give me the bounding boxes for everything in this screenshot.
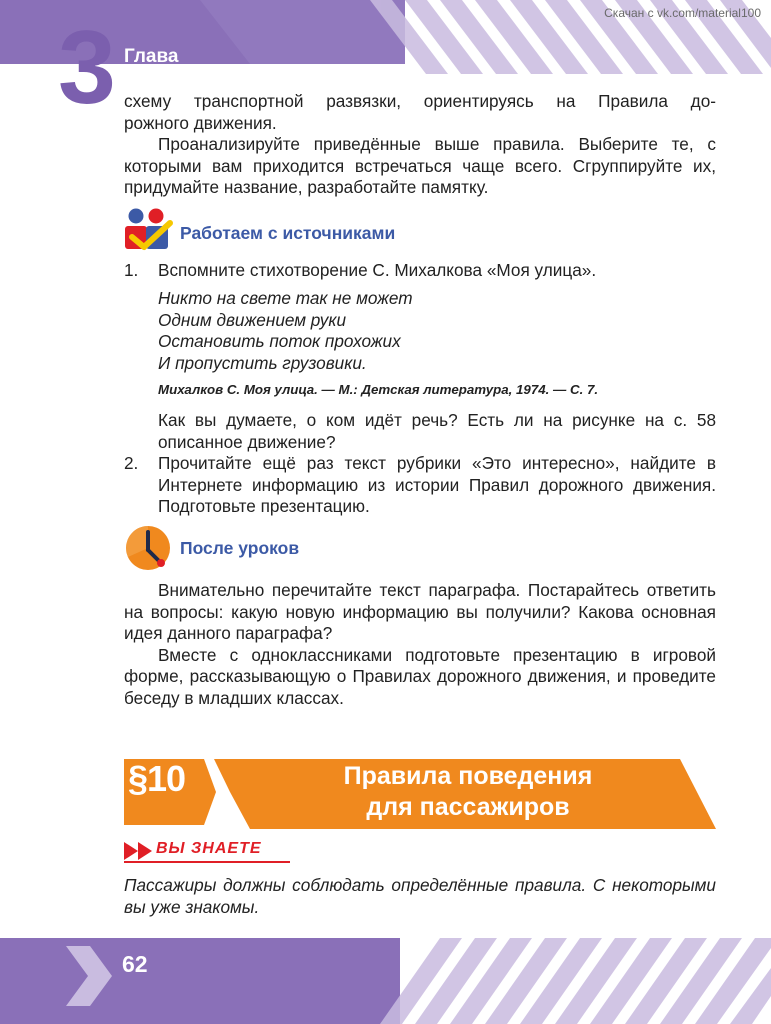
poem-line: Одним движением руки xyxy=(158,309,347,330)
you-know-label: ВЫ ЗНАЕТЕ xyxy=(156,840,262,857)
sources-title: Работаем с источниками xyxy=(180,223,396,243)
intro-paragraph: Проанализируйте приведённые выше правила. Выберите те, с которыми вам приходится встречаться чаще всего. Сгруппируйте их, придумайте название, разработайте памятку. xyxy=(124,134,716,197)
poem-line: И пропустить грузовики. xyxy=(158,352,367,373)
watermark: Скачан с vk.com/material100 xyxy=(604,6,761,20)
you-know-text: Пассажиры должны соблюдать определённые правила. С некоторыми вы уже знакомы. xyxy=(124,875,716,917)
poem-citation: Михалков С. Моя улица. — М.: Детская литература, 1974. — С. 7. xyxy=(158,382,599,397)
after-lessons-block xyxy=(124,580,716,709)
intro-block xyxy=(124,91,716,199)
chapter-label: Глава xyxy=(124,46,179,67)
poem-line: Никто на свете так не может xyxy=(158,288,413,308)
poem-quote xyxy=(158,288,698,374)
item-1-question-text: Как вы думаете, о ком идёт речь? Есть ли на рисунке на с. 58 описанное движение? xyxy=(158,410,716,452)
clock-icon xyxy=(124,524,172,572)
item-1-question xyxy=(158,410,716,453)
item-2-number: 2. xyxy=(124,453,139,473)
item-1-number: 1. xyxy=(124,260,139,280)
you-know-underline xyxy=(124,861,290,863)
after-lessons-title: После уроков xyxy=(180,538,300,558)
poem-line: Остановить поток прохожих xyxy=(158,331,401,351)
paragraph-title xyxy=(218,761,718,823)
paragraph-symbol: § xyxy=(128,758,148,799)
page-number: 62 xyxy=(122,951,148,977)
item-1-text: Вспомните стихотворение С. Михалкова «Моя улица». xyxy=(158,260,597,280)
after-paragraph-2: Вместе с одноклассниками подготовьте презентацию в игровой форме, рассказывающую о Правилах дорожного движения, и проведите беседу в младших классах. xyxy=(124,644,716,708)
people-check-icon xyxy=(124,207,174,251)
sources-item-2 xyxy=(124,453,716,518)
paragraph-title-line-2: для пассажиров xyxy=(366,793,570,821)
intro-line-2: рожного движения. xyxy=(124,112,277,133)
paragraph-number-value: 10 xyxy=(147,758,186,799)
paragraph-number xyxy=(128,759,185,799)
paragraph-title-line-1: Правила поведения xyxy=(343,762,593,790)
double-arrow-icon xyxy=(124,842,158,860)
you-know-block xyxy=(124,875,716,918)
chapter-number: 3 xyxy=(58,10,114,126)
footer-band xyxy=(0,938,771,1024)
item-2-text: Прочитайте ещё раз текст рубрики «Это интересно», найдите в Интернете информацию из истории Правил дорожного движения. Подготовьте презентацию. xyxy=(158,453,716,516)
after-paragraph-1: Внимательно перечитайте текст параграфа. Постарайтесь ответить на вопросы: какую новую информацию вы получили? Какова основная идея данного параграфа? xyxy=(124,580,716,643)
intro-line-1: схему транспортной развязки, ориентируясь на Правила до- xyxy=(124,91,716,111)
sources-item-1 xyxy=(124,260,716,282)
